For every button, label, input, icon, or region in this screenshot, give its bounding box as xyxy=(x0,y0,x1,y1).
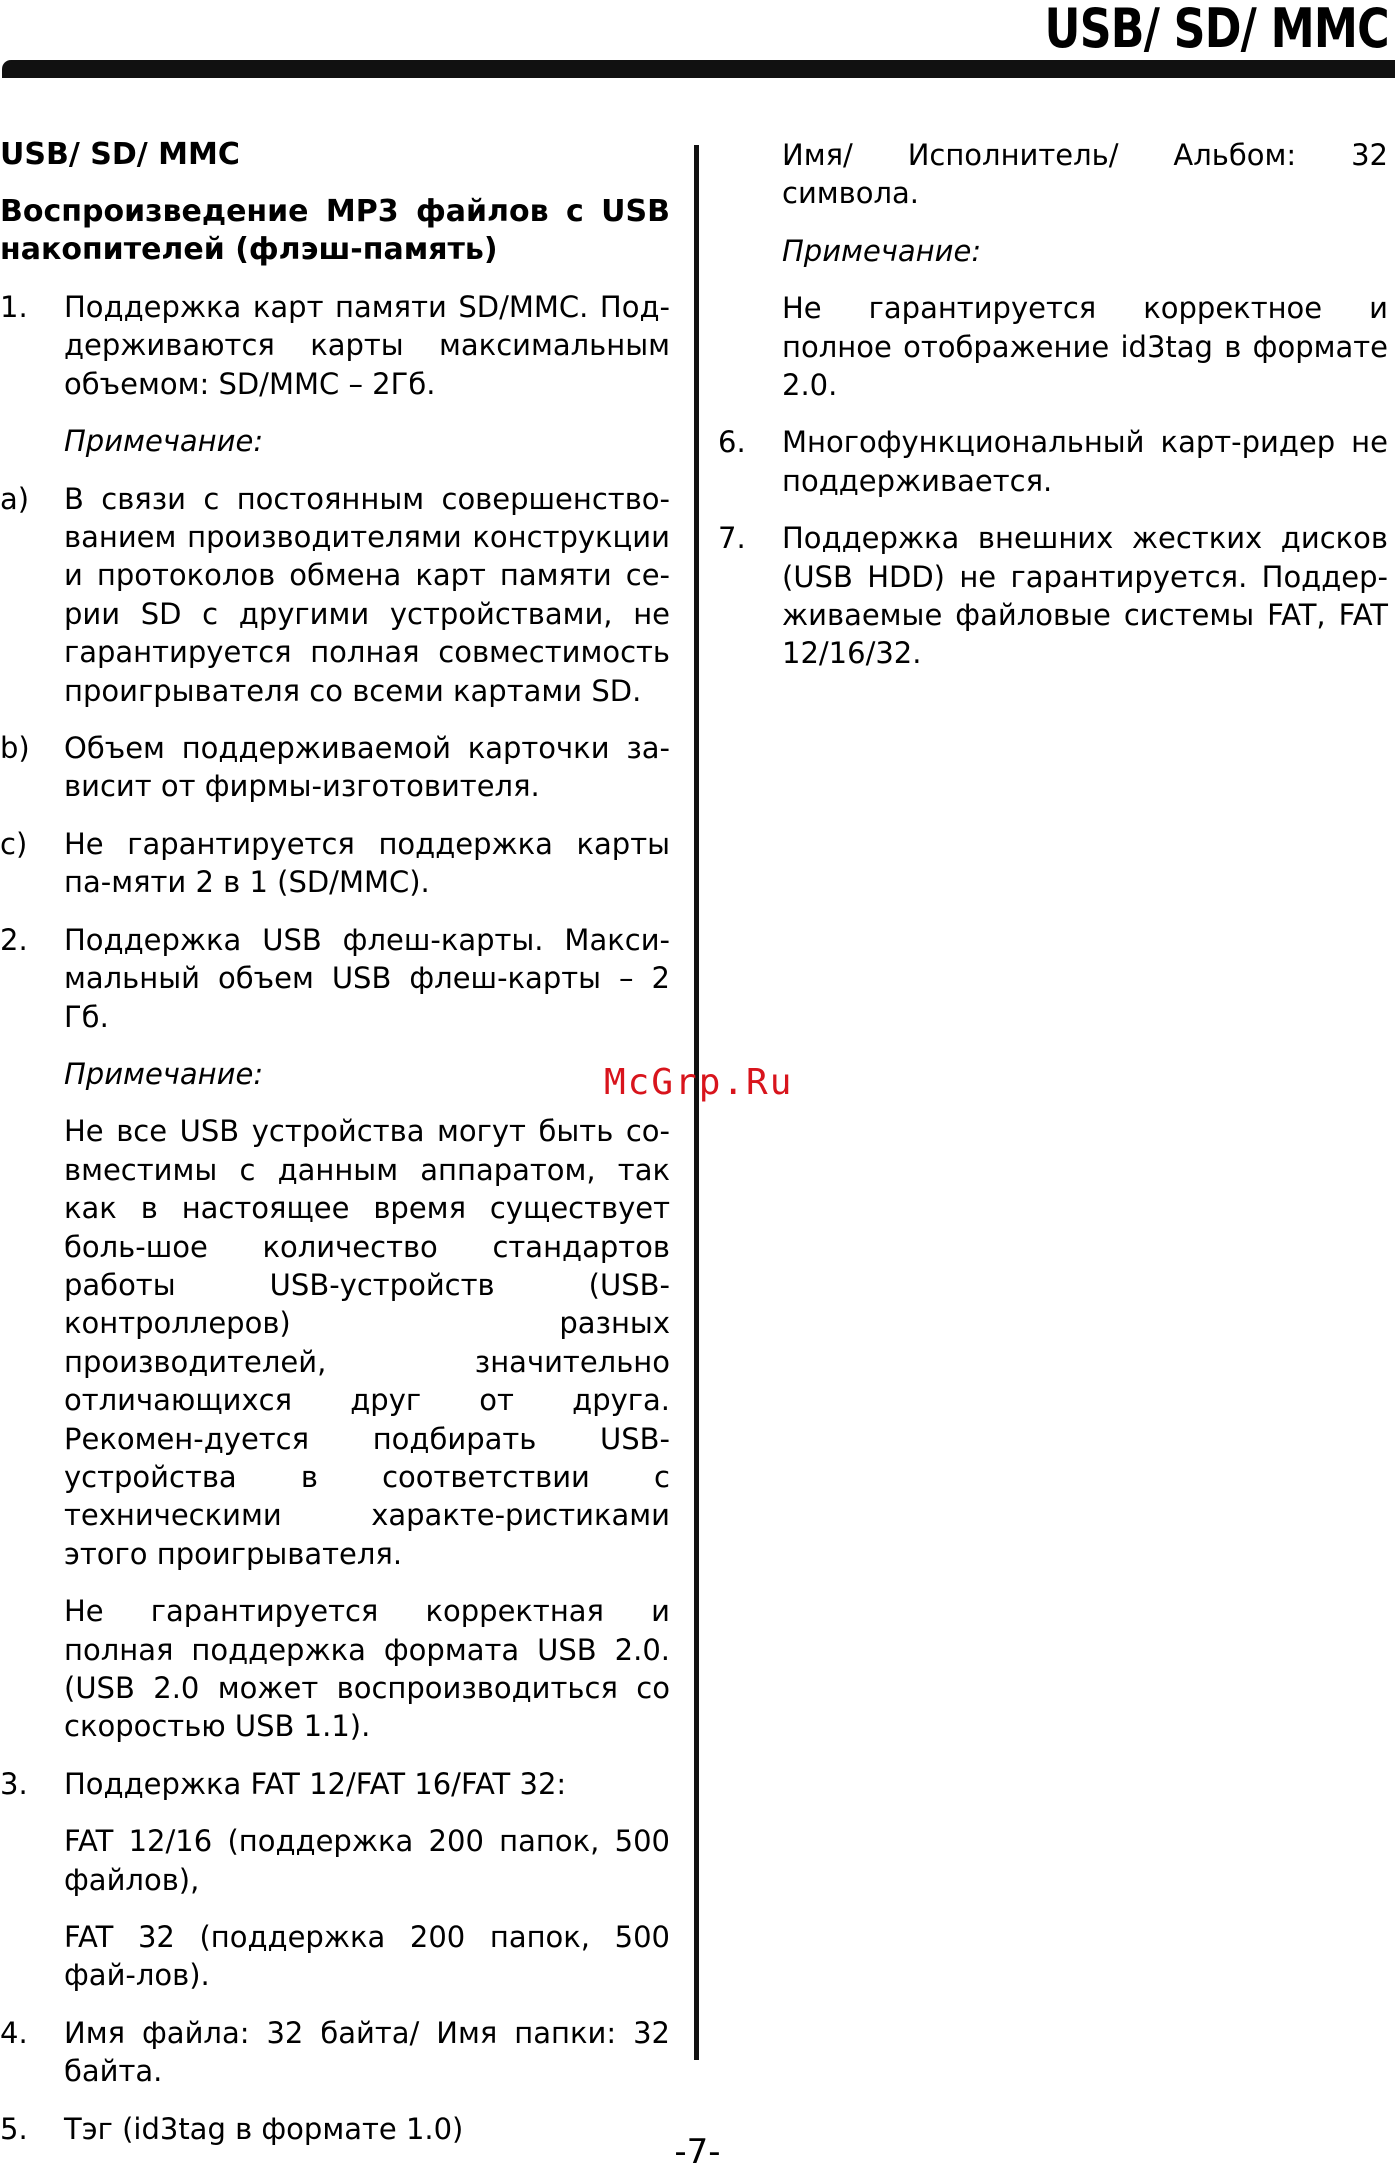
paragraph: FAT 32 (поддержка 200 папок, 500 фай-лов). xyxy=(64,1920,670,1993)
section-title: USB/ SD/ MMC xyxy=(0,137,240,172)
list-item-4 xyxy=(0,2014,670,2091)
list-item-text: Поддержка внешних жестких дисков (USB HDD) не гарантируется. Поддер-живаемые файловые системы FAT, FAT 12/16/32. xyxy=(782,521,1388,671)
note-label: Примечание: xyxy=(64,424,264,459)
list-marker: 6. xyxy=(718,425,746,460)
paragraph: FAT 12/16 (поддержка 200 папок, 500 файлов), xyxy=(64,1824,670,1897)
note-label: Примечание: xyxy=(782,233,982,268)
list-item-text: Имя файла: 32 байта/ Имя папки: 32 байта. xyxy=(64,2015,670,2089)
list-item-text: Поддержка USB флеш-карты. Макси-мальный объем USB флеш-карты – 2 Гб. xyxy=(64,922,670,1034)
list-item-7 xyxy=(718,519,1388,673)
list-item-text: Тэг (id3tag в формате 1.0) xyxy=(64,2111,464,2146)
header-title: USB/ SD/ MMC xyxy=(1044,0,1389,60)
list-item-text: В связи с постоянным совершенство-ванием производителями конструкции и протоколов обмена карт памяти се-рии SD с другими устройствами, не гарантируется полная совместимость проигрывателя со всеми картами SD. xyxy=(64,481,670,708)
page-number: -7- xyxy=(674,2132,721,2172)
list-marker: 3. xyxy=(0,1766,28,1801)
paragraph: Не гарантируется корректное и полное отображение id3tag в формате 2.0. xyxy=(782,291,1388,403)
list-marker: a) xyxy=(0,481,30,516)
paragraph: Не гарантируется корректная и полная поддержка формата USB 2.0. (USB 2.0 может воспроизводиться со скоростью USB 1.1). xyxy=(64,1594,670,1744)
list-item-2 xyxy=(0,921,670,1036)
list-marker: b) xyxy=(0,731,30,766)
list-item-text: Многофункциональный карт-ридер не поддерживается. xyxy=(782,425,1388,498)
list-marker: 5. xyxy=(0,2111,28,2146)
list-marker: 2. xyxy=(0,922,28,957)
list-item-c xyxy=(0,825,670,902)
subtitle: Воспроизведение MP3 файлов с USB накопителей (флэш-память) xyxy=(0,194,670,267)
list-item-b xyxy=(0,729,670,806)
paragraph: Имя/ Исполнитель/ Альбом: 32 символа. xyxy=(782,138,1388,211)
list-item-text: Объем поддерживаемой карточки за-висит от фирмы-изготовителя. xyxy=(64,731,670,804)
watermark: McGrp.Ru xyxy=(604,1062,794,1103)
list-item-6 xyxy=(718,423,1388,500)
list-item-text: Поддержка FAT 12/FAT 16/FAT 32: xyxy=(64,1766,567,1801)
note-label: Примечание: xyxy=(64,1056,264,1091)
list-item-3 xyxy=(0,1765,670,1803)
paragraph: Не все USB устройства могут быть со-вместимы с данным аппаратом, так как в настоящее время существует боль-шое количество стандартов работы USB-устройств (USB-контроллеров) разных производителей, значительно отличающихся друг от друга. Рекомен-дуется подбирать USB-устройства в соответствии с техническими характе-ристиками этого проигрывателя. xyxy=(64,1114,670,1571)
list-item-text: Не гарантируется поддержка карты па-мяти 2 в 1 (SD/MMC). xyxy=(64,826,670,900)
list-item-text: Поддержка карт памяти SD/MMC. Под-держиваются карты максимальным объемом: SD/MMC – 2Гб. xyxy=(64,290,670,401)
left-column xyxy=(0,136,670,2167)
list-item-a xyxy=(0,480,670,710)
right-column xyxy=(718,136,1388,692)
list-marker: 7. xyxy=(718,521,746,556)
header-bar xyxy=(2,60,1395,78)
list-marker: 1. xyxy=(0,290,28,324)
list-marker: 4. xyxy=(0,2015,28,2050)
list-item-1 xyxy=(0,288,670,403)
list-marker: c) xyxy=(0,826,28,861)
